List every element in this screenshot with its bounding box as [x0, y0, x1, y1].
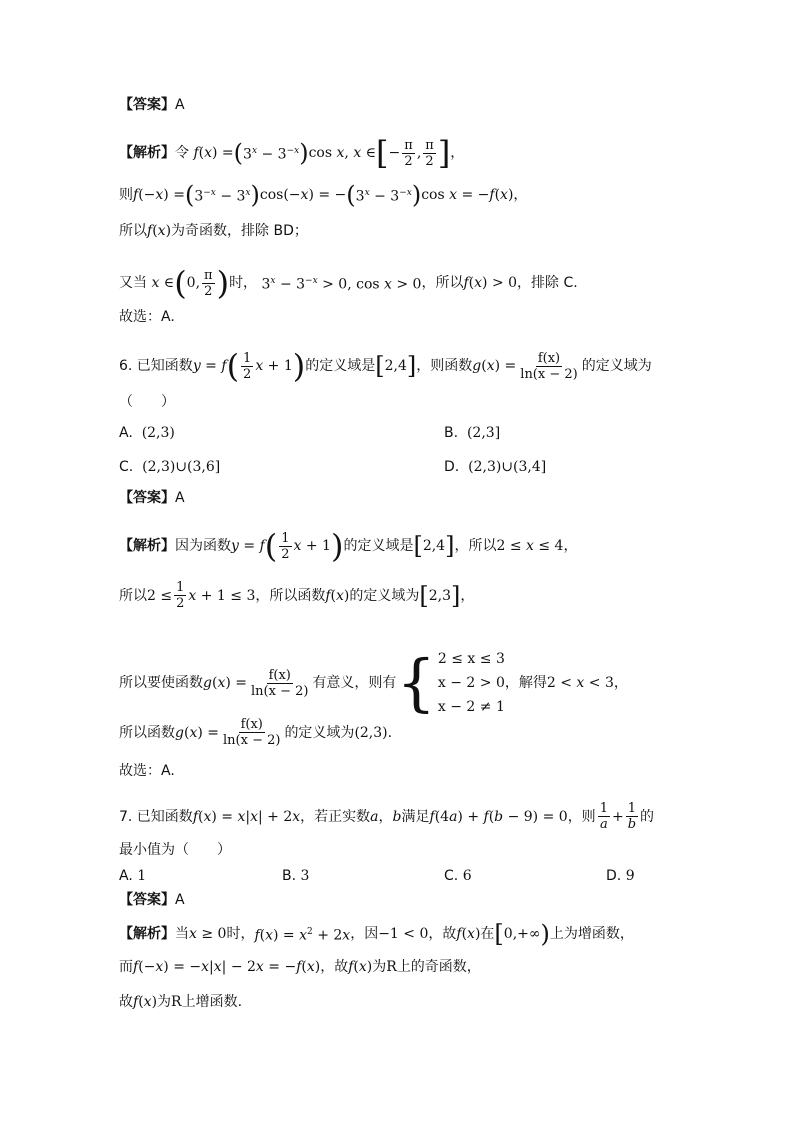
- fraction: $\frac{\pi}{2}$: [204, 267, 213, 299]
- text-segment: 上增函数.: [181, 994, 243, 1010]
- answer-tag: 【答案】: [119, 490, 175, 506]
- text-segment: 上的奇函数，: [396, 959, 481, 975]
- text-segment: 时，: [226, 926, 255, 942]
- text-segment: ，则: [567, 808, 596, 825]
- text-segment: ，排除 C.: [517, 275, 578, 291]
- text-segment: 的定义域是: [305, 358, 376, 374]
- answer-blank: （ ）: [119, 394, 175, 410]
- text-segment: ，所以: [454, 538, 497, 554]
- fraction: $\frac{\pi}{2}$: [425, 137, 434, 169]
- analysis-line-7-3: 故 f(x) 为 R 上增函数.: [119, 994, 243, 1010]
- analysis-line-6-1: 【解析】 因为函数 y = f ( $\frac{1}{2}$ x + 1 ) 的定义域是 [ 2,4 ] ，所以 2 ≤ x ≤ 4 ，: [119, 527, 578, 565]
- choose-line-6: [119, 761, 175, 781]
- text-segment: 而: [119, 959, 133, 975]
- text-segment: 的定义域为: [349, 587, 420, 604]
- text-segment: 有意义，则有: [312, 675, 397, 691]
- question-7-stem: 7. 已知函数 f(x) = x|x| + 2x ，若正实数 a ， b 满足 f(4a) + f(b − 9) = 0 ，则 $\frac{1}{a}$ + $\frac{1}{b}$ 的: [119, 801, 655, 832]
- analysis-line-5-2: 则 f(−x) = ( $3^{-x} - 3^x$ ) cos(−x) = − ( $3^x - 3^{-x}$ ) cos x = −f(x) ，: [119, 181, 528, 209]
- text-segment: ，若正实数: [300, 808, 371, 825]
- text-segment: 的定义域为: [284, 724, 355, 741]
- question-6-stem: 6. 已知函数 y = f ( $\frac{1}{2}$ x + 1 ) 的定义域是 [ 2,4 ] ，则函数 g(x) = $\frac{f(x)}{\ln(x - 2)}$ 的定义域为: [119, 347, 652, 385]
- choose-line-5: [119, 307, 175, 327]
- text-segment: 故选：A.: [119, 763, 175, 779]
- analysis-line-6-2: 所以 2 ≤ $\frac{1}{2}$ x + 1 ≤ 3 ，所以函数 f(x) 的定义域为 [ 2,3 ] ，: [119, 580, 475, 611]
- answer-tag: 【答案】: [119, 97, 175, 113]
- text-segment: ，: [378, 808, 393, 825]
- text-segment: ，所以: [421, 275, 464, 291]
- fraction: $\frac{1}{b}$: [627, 801, 637, 832]
- text-segment: 令: [175, 145, 189, 161]
- text-segment: 因为函数: [175, 538, 231, 554]
- analysis-tag: 【解析】: [119, 538, 175, 554]
- fraction: $\frac{1}{2}$: [243, 350, 252, 382]
- question-7-line2: [119, 840, 231, 860]
- answer-line-7: [119, 890, 185, 910]
- text-segment: 所以函数: [119, 724, 175, 741]
- analysis-line-6-4: 所以函数 g(x) = $\frac{f(x)}{\ln(x - 2)}$ 的定义域为 (2,3).: [119, 717, 393, 748]
- text-segment: 的定义域为: [581, 358, 652, 374]
- text-segment: 为: [157, 994, 172, 1010]
- question-number: 6. 已知函数: [119, 358, 193, 374]
- option-a: A. 1: [119, 868, 147, 884]
- question-number: 7. 已知函数: [119, 808, 193, 825]
- answer-line-6: [119, 488, 185, 508]
- fraction: $\frac{f(x)}{\ln(x - 2)}$: [251, 667, 309, 699]
- text-segment: 最小值为（ ）: [119, 842, 231, 858]
- analysis-line-5-4: 又当 x ∈ ( 0, $\frac{\pi}{2}$ ) 时， $3^x - 3^{-x} > 0$, cos x > 0 ，所以 f(x) > 0 ，排除 C.: [119, 264, 578, 302]
- text-segment: 为: [372, 959, 387, 975]
- answer-value: A: [175, 97, 185, 113]
- analysis-line-7-2: 而 f(−x) = −x|x| − 2x = −f(x) ，故 f(x) 为 R 上的奇函数，: [119, 959, 481, 975]
- answer-line-5: [119, 95, 185, 115]
- option-c: C. (2,3)∪(3,6]: [119, 459, 221, 475]
- text-segment: ，故: [320, 959, 349, 975]
- text-segment: 当: [175, 926, 189, 942]
- text-segment: 故: [119, 994, 133, 1010]
- text-segment: 满足: [401, 808, 430, 825]
- text-segment: 又当: [119, 275, 147, 291]
- fraction: $\frac{1}{2}$: [176, 580, 185, 611]
- text-segment: 的: [640, 808, 655, 825]
- text-segment: ，故: [428, 926, 457, 942]
- text-segment: 时，: [229, 275, 258, 291]
- answer-value: A: [175, 892, 185, 908]
- fraction: $\frac{f(x)}{\ln(x - 2)}$: [520, 350, 578, 382]
- analysis-tag: 【解析】: [119, 926, 175, 942]
- inequality-system: { 2 ≤ x ≤ 3 x − 2 > 0 x − 2 ≠ 1: [396, 646, 505, 719]
- question-6-paren: [119, 392, 175, 412]
- text-segment: 则: [119, 187, 133, 203]
- option-b: B. 3: [282, 868, 310, 884]
- option-c: C. 6: [444, 868, 472, 884]
- analysis-line-6-3: 所以要使函数 g(x) = $\frac{f(x)}{\ln(x - 2)}$ 有意义，则有 { 2 ≤ x ≤ 3 x − 2 > 0 x − 2 ≠ 1 ，解得 2 < x < 3 ，: [119, 646, 628, 719]
- analysis-line-7-1: 【解析】 当 x ≥ 0 时， $f(x) = x^2 + 2x$ ，因 −1 < 0 ，故 f(x) 在 [ 0,+∞ ) 上为增函数，: [119, 920, 634, 948]
- option-d: D. 9: [606, 868, 635, 884]
- fraction: $\frac{1}{2}$: [281, 530, 290, 562]
- text-segment: 所以要使函数: [119, 675, 203, 691]
- option-a: A. (2,3): [119, 425, 175, 441]
- text-segment: ，因: [350, 926, 379, 942]
- analysis-line-5-3: 所以 f(x) 为奇函数，排除 BD；: [119, 223, 308, 239]
- fraction: $\frac{f(x)}{\ln(x - 2)}$: [223, 717, 281, 748]
- text-segment: 所以: [119, 587, 147, 604]
- option-d: D. (2,3)∪(3,4]: [444, 459, 547, 475]
- text-segment: 的定义域是: [343, 538, 414, 554]
- text-segment: 所以: [119, 223, 147, 239]
- option-b: B. (2,3]: [444, 425, 501, 441]
- text-segment: 为奇函数，排除 BD；: [171, 223, 308, 239]
- text-segment: ，则函数: [416, 358, 473, 374]
- analysis-line-5-1: 【解析】 令 f(x) = ( $3^x - 3^{-x}$ ) cos x, x ∈ [ − $\frac{\pi}{2}$ , $\frac{\pi}{2}$ ] ，: [119, 134, 465, 172]
- text-segment: 上为增函数，: [549, 926, 634, 942]
- text-segment: ，解得: [504, 675, 547, 691]
- text-segment: ，所以函数: [255, 587, 326, 604]
- text-segment: 故选：A.: [119, 309, 175, 325]
- fraction: $\frac{1}{a}$: [599, 801, 608, 832]
- analysis-tag: 【解析】: [119, 145, 175, 161]
- answer-tag: 【答案】: [119, 892, 175, 908]
- fraction: $\frac{\pi}{2}$: [404, 137, 413, 169]
- answer-value: A: [175, 490, 185, 506]
- text-segment: 在: [480, 926, 495, 942]
